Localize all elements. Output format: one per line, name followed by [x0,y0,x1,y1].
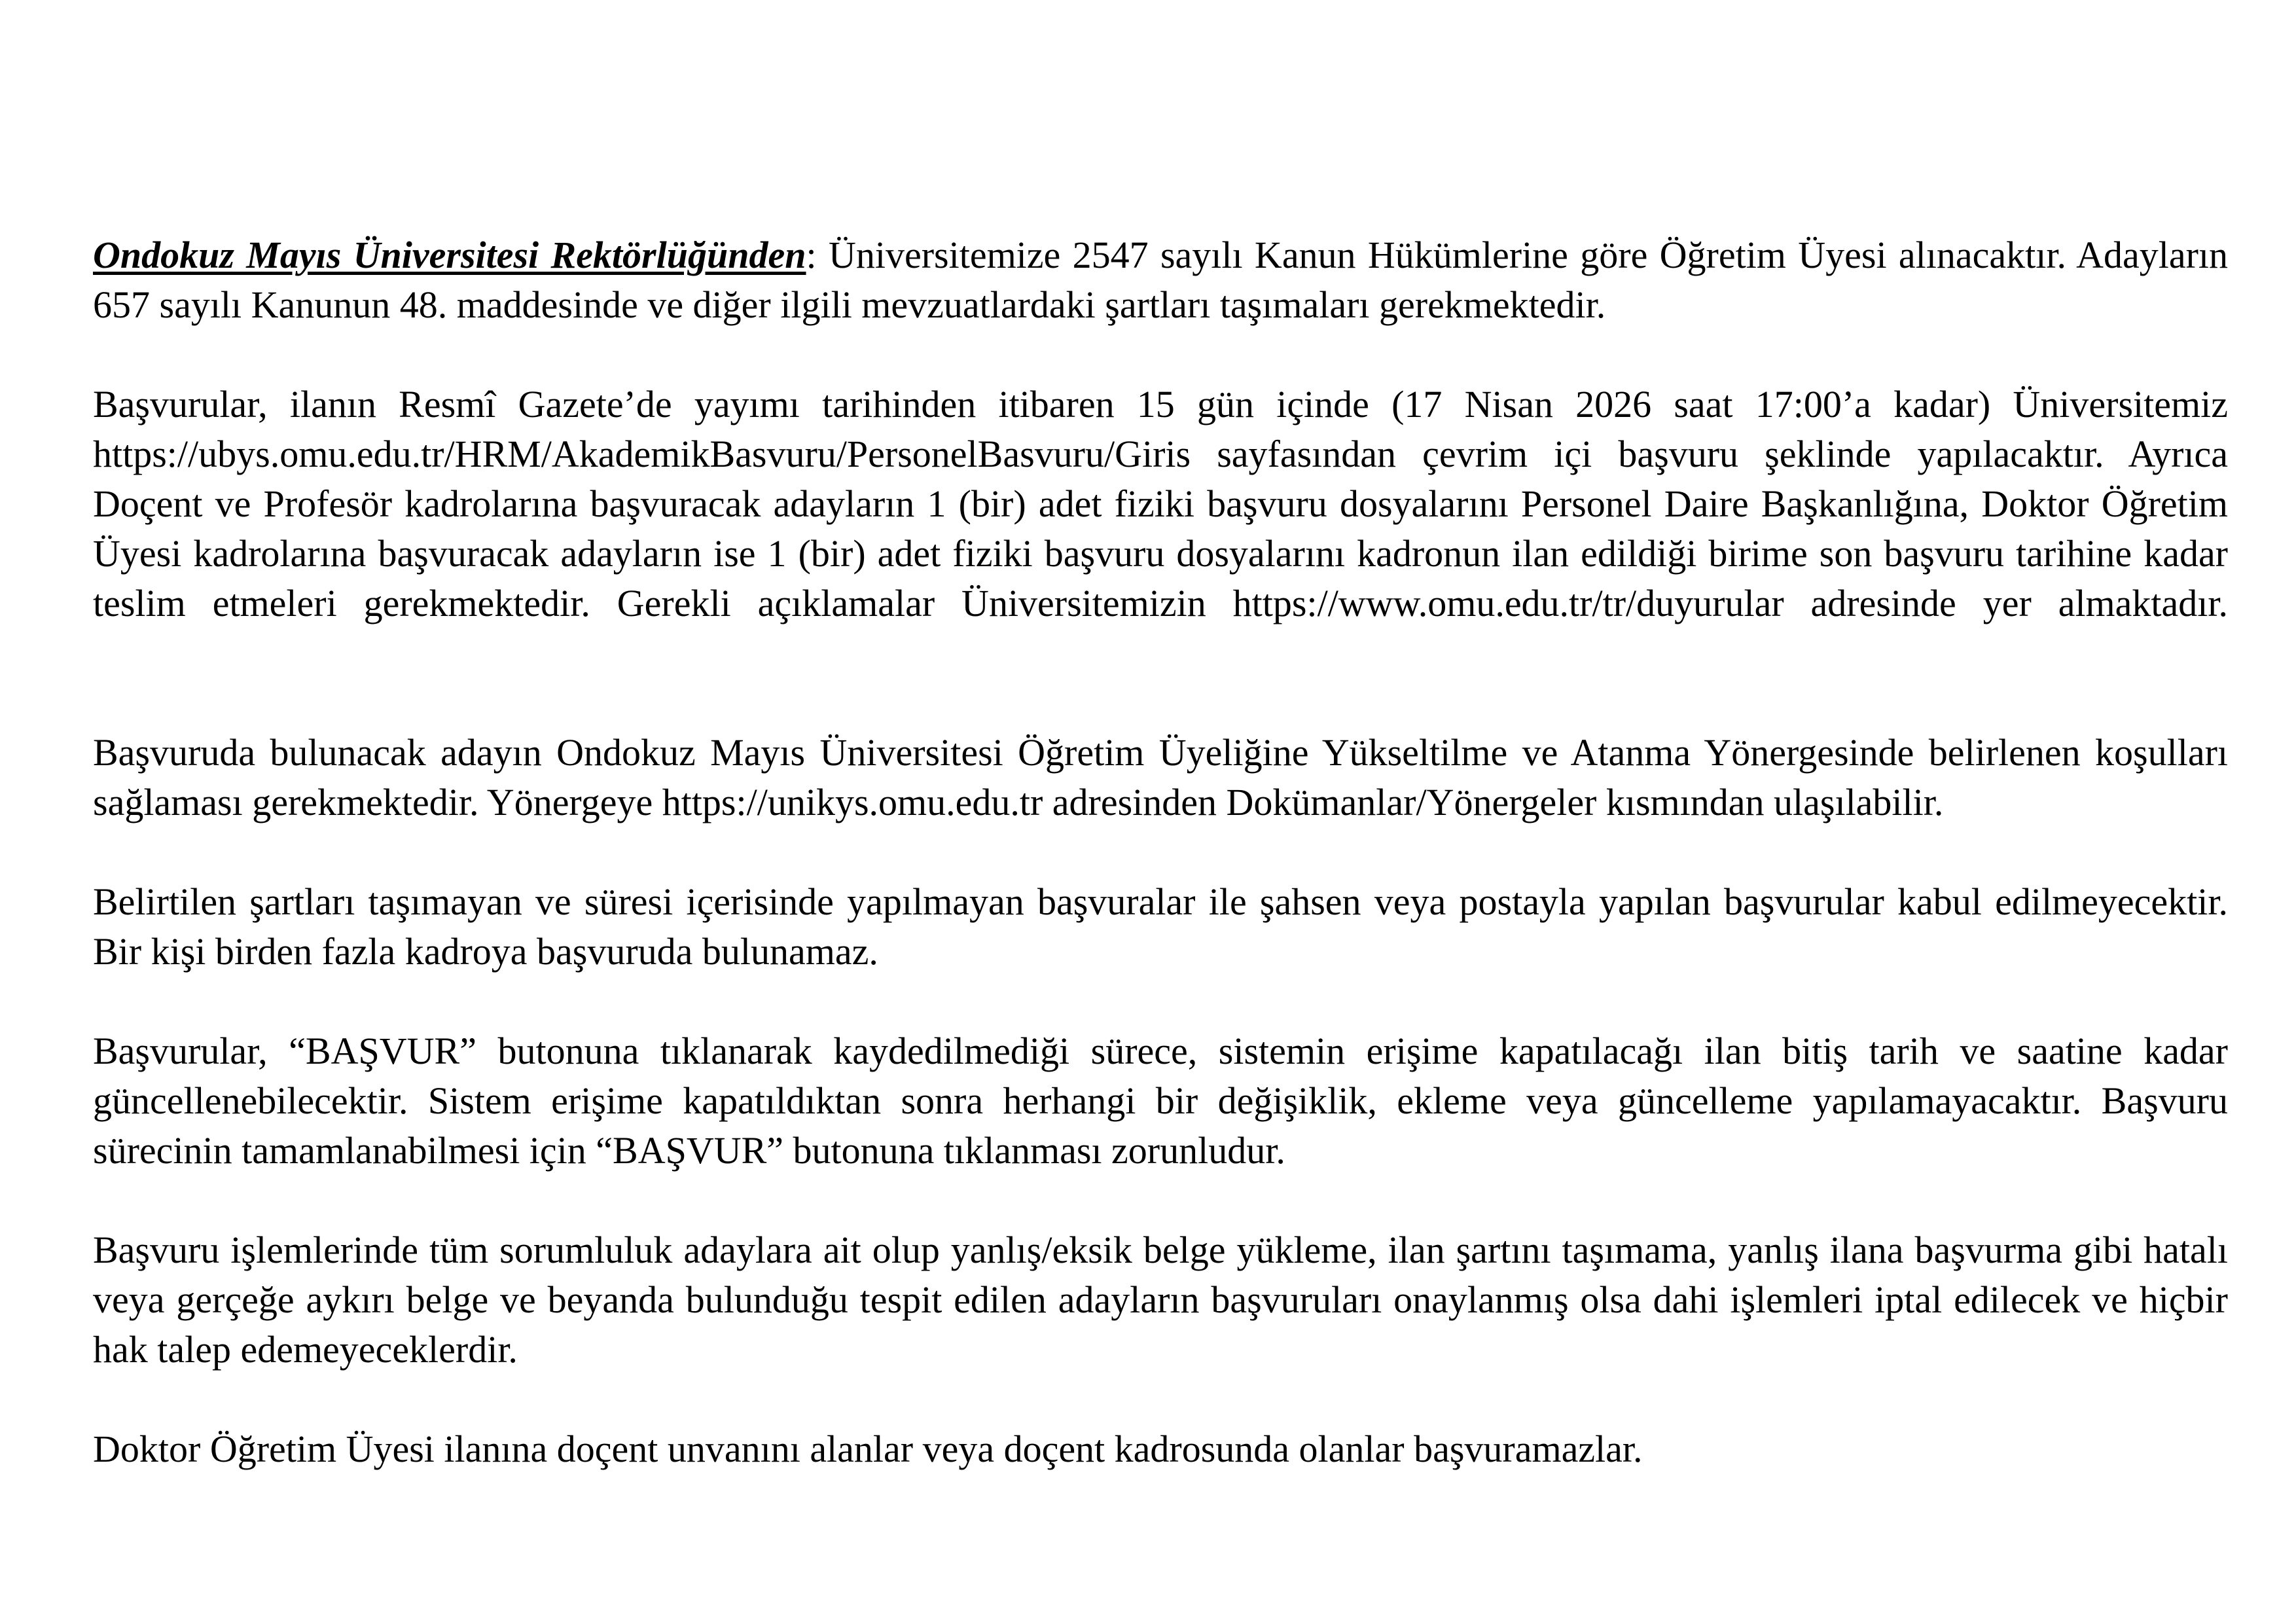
lead-separator: : [806,234,829,276]
paragraph-apply-button-rules-text: Başvurular, “BAŞVUR” butonuna tıklanarak kaydedilmediği sürece, sistemin erişime kapatılacağı ilan bitiş tarih ve saatine kadar güncellenebilecektir. Sistem erişime kapatıldıktan sonra herhangi bir değişiklik, ekleme veya güncelleme yapılamayacaktır. Başvuru sürecinin tamamlanabilmesi için “BAŞVUR” butonuna tıklanması zorunludur. [93,1030,2228,1172]
paragraph-application-process [93,380,2228,678]
paragraph-associate-professor-restriction [93,1424,2228,1474]
paragraph-applicant-responsibility [93,1225,2228,1375]
paragraph-intro [93,230,2228,330]
paragraph-associate-professor-restriction-text: Doktor Öğretim Üyesi ilanına doçent unvanını alanlar veya doçent kadrosunda olanlar başvuramazlar. [93,1428,1643,1470]
paragraph-acceptance-conditions [93,877,2228,977]
paragraph-application-process-text: Başvurular, ilanın Resmî Gazete’de yayımı tarihinden itibaren 15 gün içinde (17 Nisan 2026 saat 17:00’a kadar) Üniversitemiz https://ubys.omu.edu.tr/HRM/AkademikBasvuru/PersonelBasvuru/Giris sayfasından çevrim içi başvuru şeklinde yapılacaktır. Ayrıca Doçent ve Profesör kadrolarına başvuracak adayların 1 (bir) adet fiziki başvuru dosyalarını Personel Daire Başkanlığına, Doktor Öğretim Üyesi kadrolarına başvuracak adayların ise 1 (bir) adet fiziki başvuru dosyalarını kadronun ilan edildiği birime son başvuru tarihine kadar teslim etmeleri gerekmektedir. Gerekli açıklamalar Üniversitemizin https://www.omu.edu.tr/tr/duyurular adresinde yer almaktadır. [93,383,2228,624]
paragraph-apply-button-rules [93,1026,2228,1176]
paragraph-applicant-responsibility-text: Başvuru işlemlerinde tüm sorumluluk adaylara ait olup yanlış/eksik belge yükleme, ilan şartını taşımama, yanlış ilana başvurma gibi hatalı veya gerçeğe aykırı belge ve beyanda bulunduğu tespit edilen adayların başvuruları onaylanmış olsa dahi işlemleri iptal edilecek ve hiçbir hak talep edemeyeceklerdir. [93,1229,2228,1371]
paragraph-regulation [93,728,2228,827]
paragraph-acceptance-conditions-text: Belirtilen şartları taşımayan ve süresi içerisinde yapılmayan başvuralar ile şahsen veya postayla yapılan başvurular kabul edilmeyecektir. Bir kişi birden fazla kadroya başvuruda bulunamaz. [93,880,2228,973]
paragraph-regulation-text: Başvuruda bulunacak adayın Ondokuz Mayıs Üniversitesi Öğretim Üyeliğine Yükseltilme ve Atanma Yönergesinde belirlenen koşulları sağlaması gerekmektedir. Yönergeye https://unikys.omu.edu.tr adresinden Dokümanlar/Yönergeler kısmından ulaşılabilir. [93,731,2228,823]
paragraph-intro-text: Üniversitemize 2547 sayılı Kanun Hükümlerine göre Öğretim Üyesi alınacaktır. Adayların 657 sayılı Kanunun 48. maddesinde ve diğer ilgili mevzuatlardaki şartları taşımaları gerekmektedir. [93,234,2228,326]
document-body [93,230,2228,1474]
issuing-authority-heading: Ondokuz Mayıs Üniversitesi Rektörlüğünden [93,234,806,276]
